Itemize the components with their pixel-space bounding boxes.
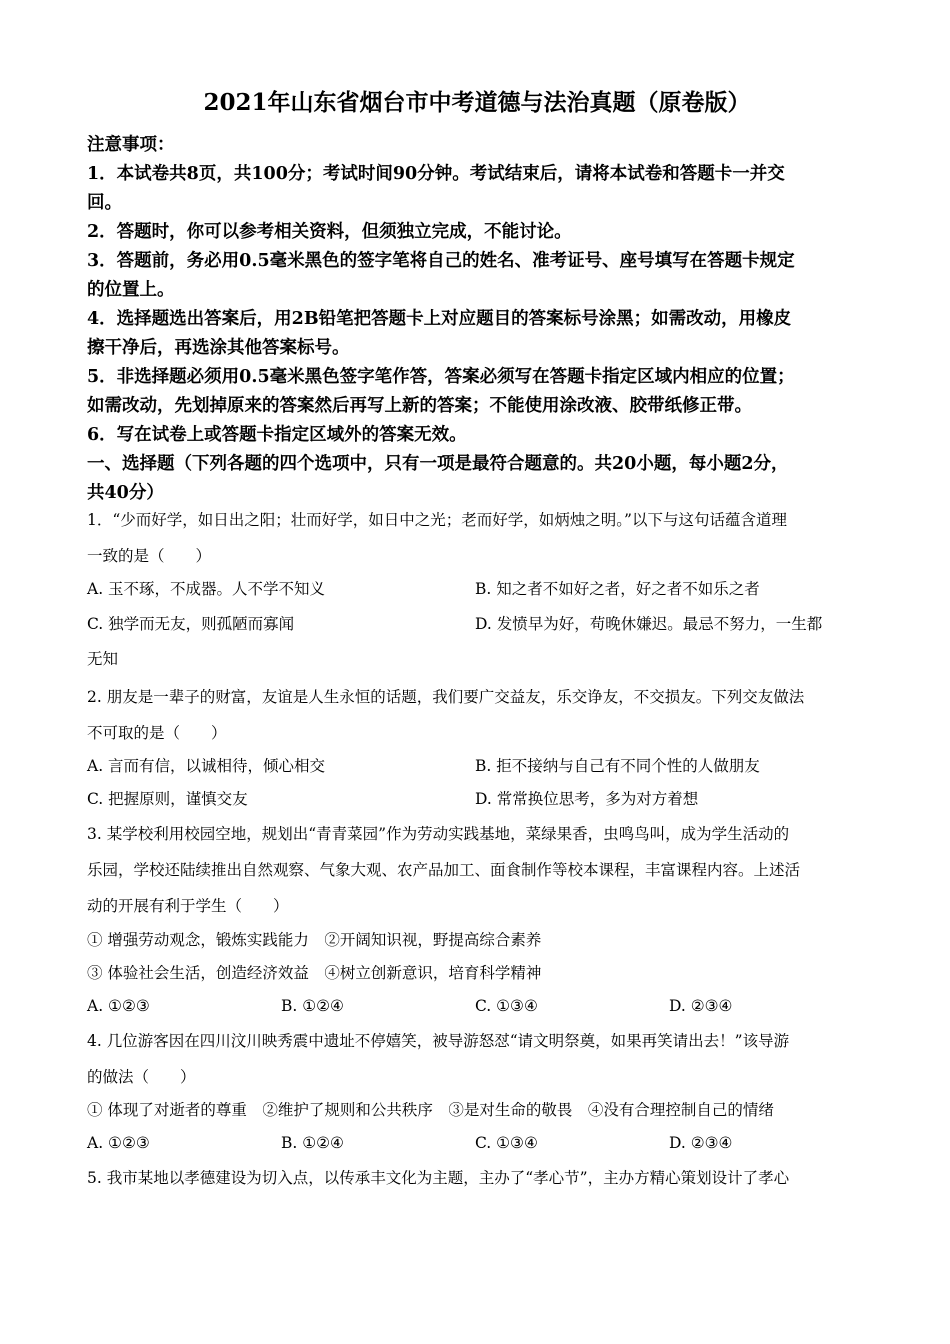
question-stem: 不可取的是（ ） bbox=[87, 724, 227, 742]
question-5 bbox=[87, 1160, 867, 1196]
page-title: 2021年山东省烟台市中考道德与法治真题（原卷版） bbox=[203, 89, 751, 116]
option-c: C. ①③④ bbox=[475, 997, 538, 1015]
option-a: A. 玉不琢，不成器。人不学不知义 bbox=[87, 580, 326, 598]
option-b: B. 拒不接纳与自己有不同个性的人做朋友 bbox=[475, 757, 760, 775]
option-d: D. 发愤早为好，苟晚休嫌迟。最忌不努力，一生都 bbox=[475, 615, 823, 633]
statement: ① 体现了对逝者的尊重 ②维护了规则和公共秩序 ③是对生命的敬畏 ④没有合理控制自己的情绪 bbox=[87, 1101, 774, 1119]
question-4 bbox=[87, 1023, 867, 1095]
option-d: D. 常常换位思考，多为对方着想 bbox=[475, 790, 699, 808]
notice-item: 如需改动，先划掉原来的答案然后再写上新的答案；不能使用涂改液、胶带纸修正带。 bbox=[87, 396, 752, 416]
notice-item: 回。 bbox=[87, 193, 122, 213]
option-b: B. ①②④ bbox=[281, 997, 344, 1015]
option-c: C. 把握原则，谨慎交友 bbox=[87, 790, 248, 808]
question-stem: 5. 我市某地以孝德建设为切入点，以传承丰文化为主题，主办了“孝心节”，主办方精心策划设计了孝心 bbox=[87, 1169, 790, 1187]
notice-item: 的位置上。 bbox=[87, 280, 175, 300]
question-stem: 的做法（ ） bbox=[87, 1068, 196, 1086]
question-stem: 1．“少而好学，如日出之阳；壮而好学，如日中之光；老而好学，如炳烛之明。”以下与这句话蕴含道理 bbox=[87, 511, 787, 529]
notice-item: 1．本试卷共8页，共100分；考试时间90分钟。考试结束后，请将本试卷和答题卡一并交 bbox=[87, 164, 785, 184]
option-a: A. ①②③ bbox=[87, 997, 150, 1015]
option-d-cont: 无知 bbox=[87, 650, 119, 668]
option-a: A. ①②③ bbox=[87, 1134, 150, 1152]
option-d: D. ②③④ bbox=[669, 1134, 733, 1152]
section-heading: 一、选择题（下列各题的四个选项中，只有一项是最符合题意的。共20小题，每小题2分， bbox=[87, 454, 789, 474]
question-1 bbox=[87, 502, 867, 574]
option-b: B. 知之者不如好之者，好之者不如乐之者 bbox=[475, 580, 760, 598]
question-stem: 2. 朋友是一辈子的财富，友谊是人生永恒的话题，我们要广交益友，乐交诤友，不交损友。下列交友做法 bbox=[87, 688, 805, 706]
notice-item: 6．写在试卷上或答题卡指定区域外的答案无效。 bbox=[87, 425, 467, 445]
notice-item: 5．非选择题必须用0.5毫米黑色签字笔作答，答案必须写在答题卡指定区域内相应的位置； bbox=[87, 367, 795, 387]
option-b: B. ①②④ bbox=[281, 1134, 344, 1152]
notice-item: 2．答题时，你可以参考相关资料，但须独立完成，不能讨论。 bbox=[87, 222, 572, 242]
statement: ③ 体验社会生活，创造经济效益 ④树立创新意识，培育科学精神 bbox=[87, 964, 542, 982]
statement: ① 增强劳动观念，锻炼实践能力 ②开阔知识视，野提高综合素养 bbox=[87, 931, 542, 949]
notice-section bbox=[87, 131, 867, 508]
notice-item: 3．答题前，务必用0.5毫米黑色的签字笔将自己的姓名、准考证号、座号填写在答题卡规定 bbox=[87, 251, 795, 271]
option-a: A. 言而有信，以诚相待，倾心相交 bbox=[87, 757, 326, 775]
option-c: C. 独学而无友，则孤陋而寡闻 bbox=[87, 615, 295, 633]
option-d: D. ②③④ bbox=[669, 997, 733, 1015]
option-c: C. ①③④ bbox=[475, 1134, 538, 1152]
question-2 bbox=[87, 679, 867, 751]
question-stem: 动的开展有利于学生（ ） bbox=[87, 897, 289, 915]
section-heading-cont: 共40分） bbox=[87, 483, 164, 503]
question-stem: 3. 某学校利用校园空地，规划出“青青菜园”作为劳动实践基地，菜绿果香，虫鸣鸟叫，成为学生活动的 bbox=[87, 825, 790, 843]
question-stem: 一致的是（ ） bbox=[87, 547, 212, 565]
notice-item: 4．选择题选出答案后，用2B铅笔把答题卡上对应题目的答案标号涂黑；如需改动，用橡皮 bbox=[87, 309, 792, 329]
question-stem: 4. 几位游客因在四川汶川映秀震中遗址不停嬉笑，被导游怒怼“请文明祭奠，如果再笑请出去！”该导游 bbox=[87, 1032, 790, 1050]
question-stem: 乐园，学校还陆续推出自然观察、气象大观、农产品加工、面食制作等校本课程，丰富课程内容。上述活 bbox=[87, 861, 801, 879]
notice-heading: 注意事项： bbox=[87, 135, 175, 155]
question-3 bbox=[87, 816, 867, 924]
notice-item: 擦干净后，再选涂其他答案标号。 bbox=[87, 338, 350, 358]
